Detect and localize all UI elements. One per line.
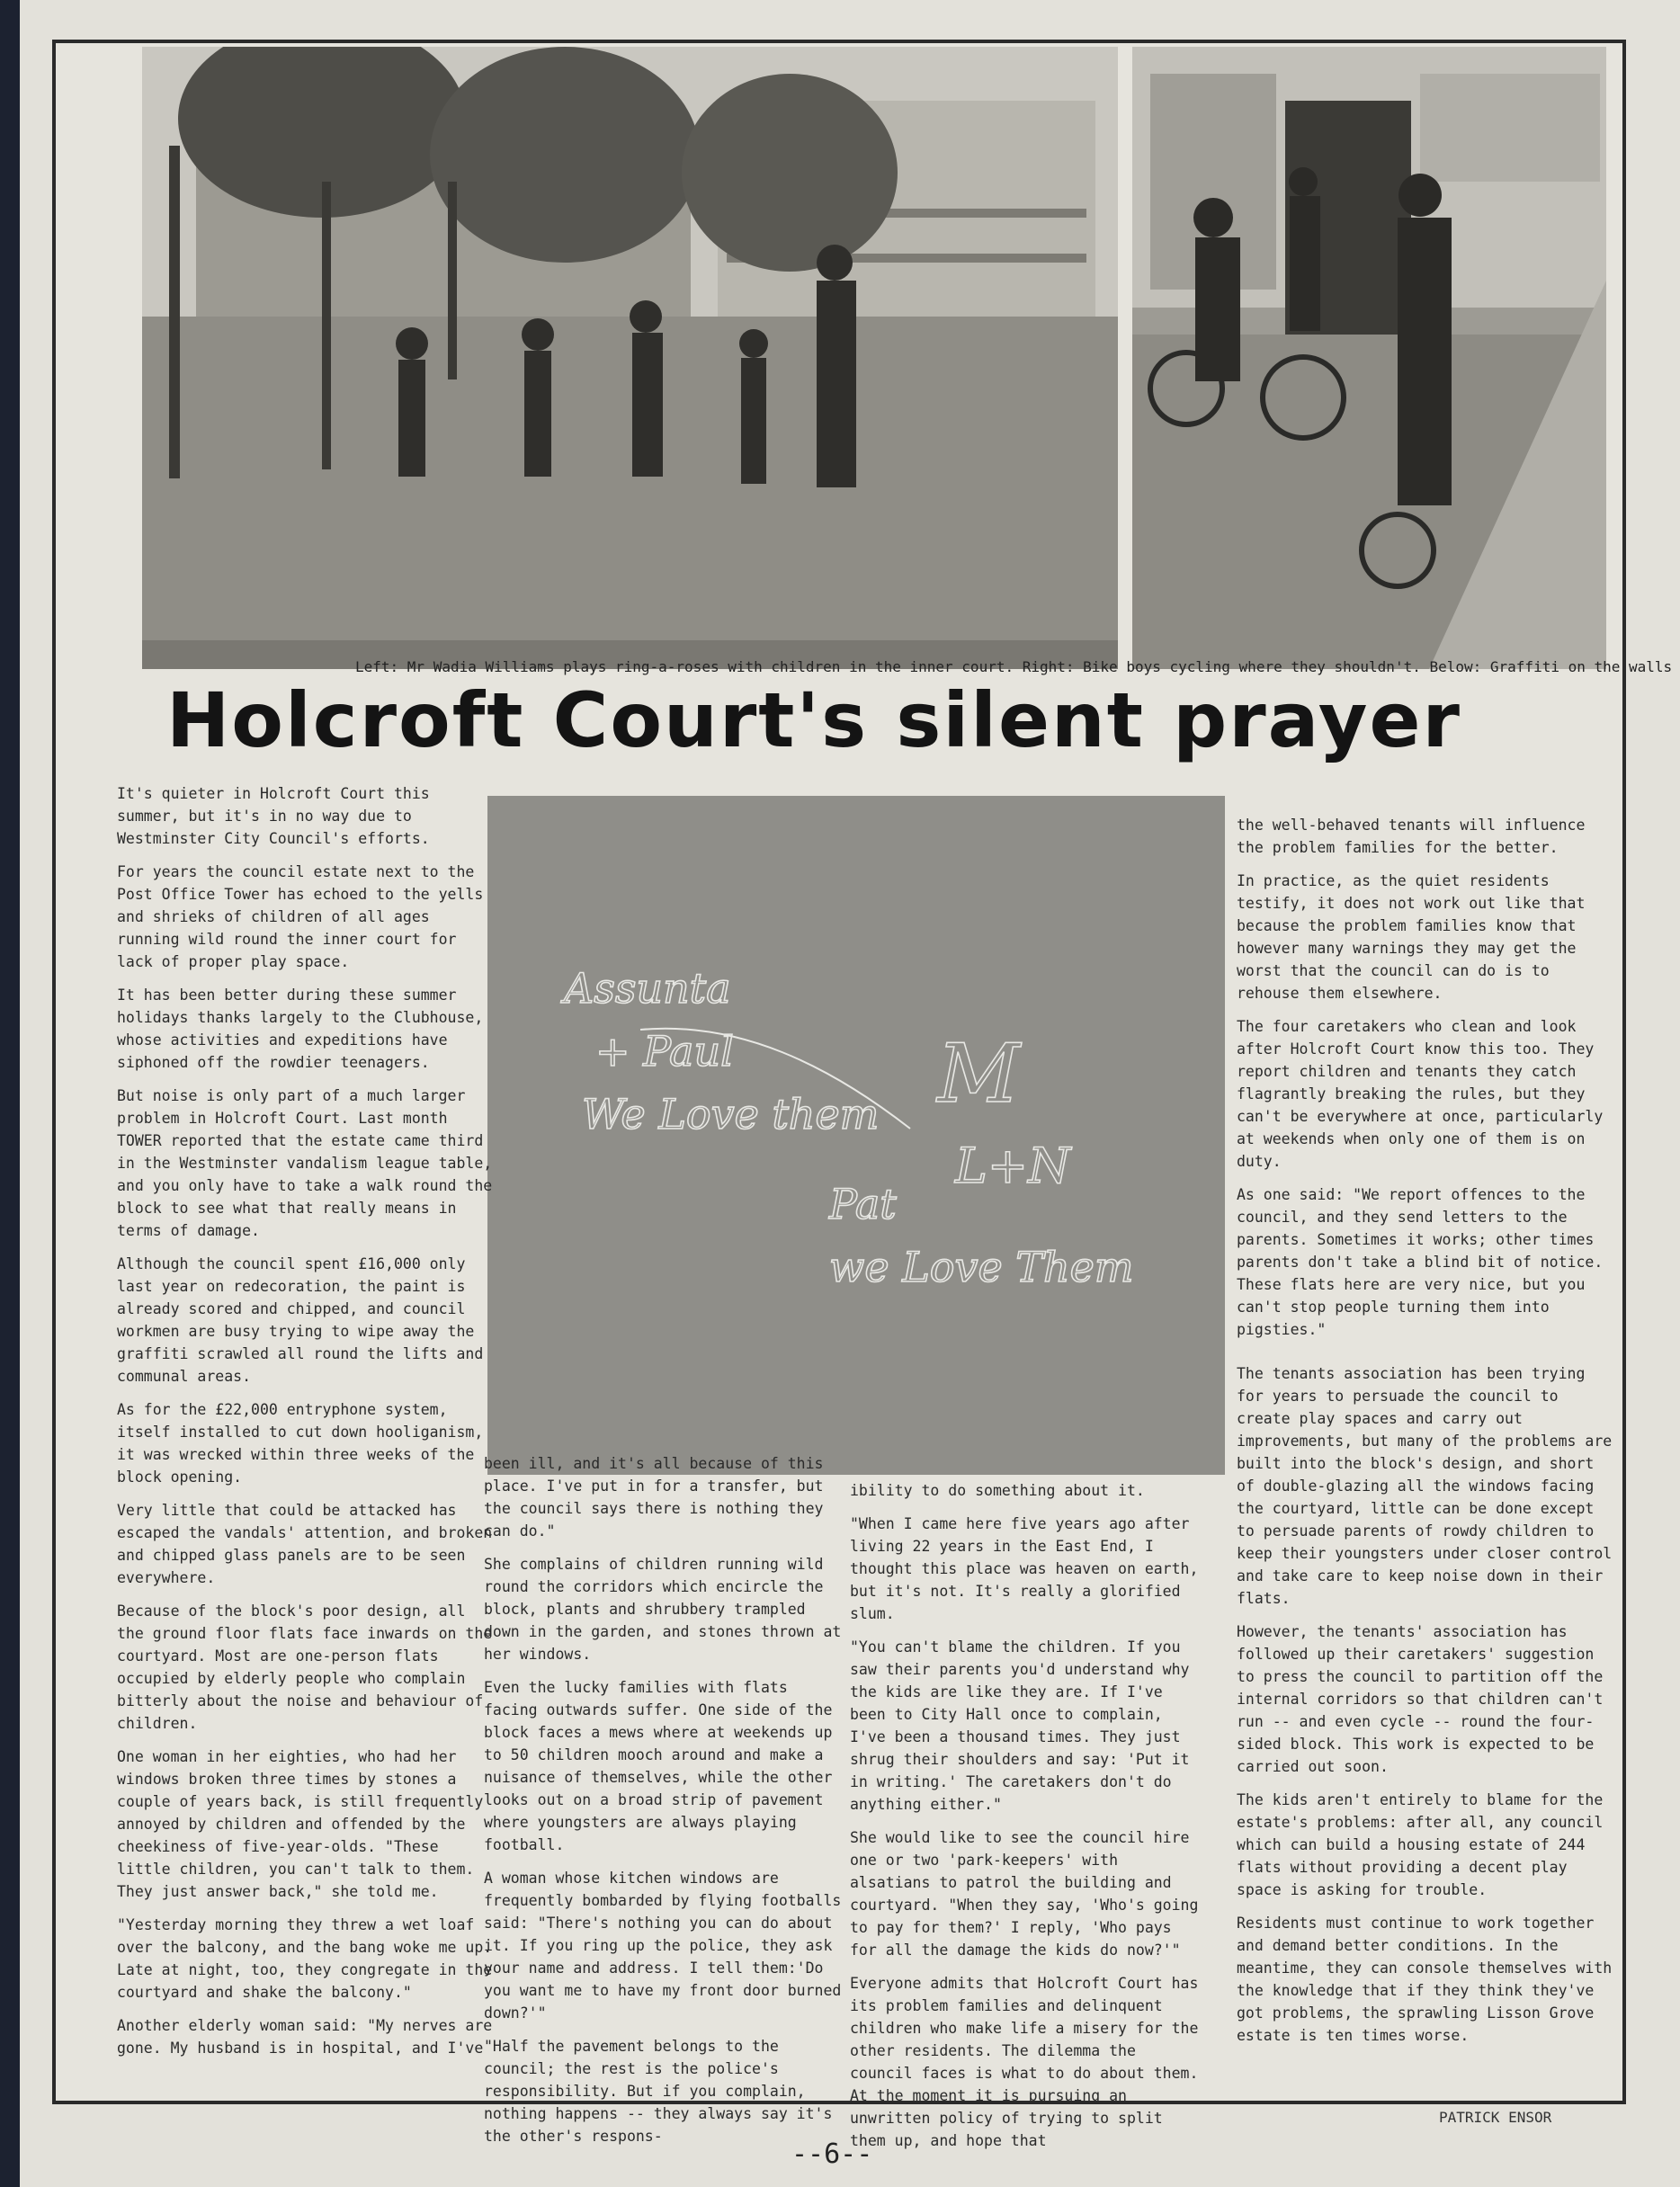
paragraph: Everyone admits that Holcroft Court has its problem families and delinquent children who make life a misery for the other residents. The dilemma the council faces is what to do about them. At the moment it is pursuing an unwritten policy of trying to split them up, and hope that (850, 1975, 1199, 2149)
paragraph: Very little that could be attacked has escaped the vandals' attention, and broken and chipped glass panels are to be seen everywhere. (117, 1502, 493, 1586)
paragraph: "Half the pavement belongs to the council; the rest is the police's responsibility. But if you complain, nothing happens -- they always say it's the other's respons- (484, 2038, 833, 2145)
paragraph: As one said: "We report offences to the council, and they send letters to the parents. Sometimes it works; other times parents don't take a blind bit of notice. These flats here are very nice, but you can't stop people turning them into pigsties." (1237, 1186, 1604, 1338)
article-column-2 (484, 1452, 848, 2158)
paragraph: The four caretakers who clean and look after Holcroft Court know this too. They report children and tenants they catch flagrantly breaking the rules, but they can't be everywhere at once, particularly at weekends when only one of them is on duty. (1237, 1018, 1604, 1170)
article-column-4-lower (1237, 1362, 1614, 2058)
paragraph: It's quieter in Holcroft Court this summer, but it's in no way due to Westminster City Council's efforts. (117, 785, 430, 847)
paragraph: been ill, and it's all because of this place. I've put in for a transfer, but the council says there is nothing they can do." (484, 1455, 824, 1540)
paragraph: "When I came here five years ago after living 22 years in the East End, I thought this place was heaven on earth, but it's not. It's really a glorified slum. (850, 1515, 1199, 1622)
page-number: --6-- (791, 2138, 873, 2170)
paragraph: A woman whose kitchen windows are frequently bombarded by flying footballs said: "There's nothing you can do about it. If you ring up the police, they ask your name and address. I tell them:'Do you want me to have my front door burned down?'" (484, 1870, 842, 2022)
article-column-4 (1237, 814, 1614, 1352)
graffiti-text-assunta: Assunta (564, 964, 731, 1013)
graffiti-text-ln: L+N (955, 1138, 1071, 1194)
photo-bike-boys (1132, 47, 1606, 669)
paragraph: She complains of children running wild round the corridors which encircle the block, plants and shrubbery trampled down in the garden, and stones thrown at her windows. (484, 1556, 842, 1663)
paragraph: However, the tenants' association has followed up their caretakers' suggestion to press the council to partition off the internal corridors so that children can't run -- and even cycle -- round the four-sided block. This work is expected to be carried out soon. (1237, 1623, 1604, 1775)
article-column-1 (117, 782, 495, 2070)
graffiti-text-m: M (937, 1027, 1021, 1121)
photo-ring-a-roses (142, 47, 1118, 669)
paragraph: As for the £22,000 entryphone system, itself installed to cut down hooliganism, it was wrecked within three weeks of the block opening. (117, 1401, 484, 1486)
paragraph: For years the council estate next to the Post Office Tower has echoed to the yells and shrieks of children of all ages running wild round the inner court for lack of proper play space. (117, 863, 484, 970)
photo-graffiti-wall (487, 796, 1225, 1475)
paragraph: In practice, as the quiet residents testify, it does not work out like that because the problem families know that however many warnings they may get the worst that the council can do is to rehouse them elsewhere. (1237, 872, 1586, 1002)
paragraph: "Yesterday morning they threw a wet loaf over the balcony, and the bang woke me up. Late at night, too, they congregate in the courtyard and shake the balcony." (117, 1916, 493, 2001)
graffiti-text-love-them: We Love them (582, 1090, 880, 1138)
paragraph: But noise is only part of a much larger problem in Holcroft Court. Last month TOWER reported that the estate came third in the Westminster vandalism league table, and you only have to take a walk round the block to see what that really means in terms of damage. (117, 1087, 493, 1239)
paragraph: Although the council spent £16,000 only last year on redecoration, the paint is already scored and chipped, and council workmen are busy trying to wipe away the graffiti scrawled all round the lifts and communal areas. (117, 1255, 484, 1385)
paragraph: "You can't blame the children. If you saw their parents you'd understand why the kids are like they are. If I've been to City Hall once to complain, I've been a thousand times. They just shrug their shoulders and say: 'Put it in writing.' The caretakers don't do anything either." (850, 1638, 1190, 1813)
paragraph: ibility to do something about it. (850, 1482, 1145, 1499)
paragraph: The tenants association has been trying for years to persuade the council to create play spaces and carry out improvements, but many of the problems are built into the block's design, and short of double-glazing all the windows facing the courtyard, little can be done except to persuade parents of rowdy children to keep their youngsters under closer control and take care to keep noise down in their flats. (1237, 1365, 1613, 1607)
article-column-3 (850, 1479, 1205, 2163)
paragraph: She would like to see the council hire one or two 'park-keepers' with alsatians to patrol the building and courtyard. "When they say, 'Who's going to pay for them?' I reply, 'Who pays for all the damage the kids do now?'" (850, 1829, 1199, 1959)
photo-caption: Left: Mr Wadia Williams plays ring-a-roses with children in the inner court. Right: Bike boys cycling where they shouldn't. Below: Graffiti on the walls (355, 658, 1673, 675)
paragraph: One woman in her eighties, who had her windows broken three times by stones a couple of years back, is still frequently annoyed by children and offended by the cheekiness of five-year-olds. "These little children, you can't talk to them. They just answer back," she told me. (117, 1748, 484, 1900)
paragraph: The kids aren't entirely to blame for the estate's problems: after all, any council which can build a housing estate of 244 flats without providing a decent play space is asking for trouble. (1237, 1791, 1604, 1898)
headline: Holcroft Court's silent prayer (166, 676, 1461, 764)
paragraph: Because of the block's poor design, all the ground floor flats face inwards on the courtyard. Most are one-person flats occupied by elderly people who complain bitterly about the noise and behaviour of children. (117, 1602, 493, 1732)
graffiti-text-paul: + Paul (595, 1027, 734, 1076)
paragraph: It has been better during these summer holidays thanks largely to the Clubhouse, whose activities and expeditions have siphoned off the rowdier teenagers. (117, 986, 484, 1071)
paragraph: Residents must continue to work together and demand better conditions. In the meantime, they can console themselves with the knowledge that if they think they've got problems, the sprawling Lisson Grove estate is ten times worse. (1237, 1915, 1613, 2044)
byline: PATRICK ENSOR (1439, 2109, 1552, 2126)
paragraph: Another elderly woman said: "My nerves are gone. My husband is in hospital, and I've (117, 2017, 493, 2057)
paragraph: the well-behaved tenants will influence the problem families for the better. (1237, 817, 1586, 856)
paragraph: Even the lucky families with flats facing outwards suffer. One side of the block faces a mews where at weekends up to 50 children mooch around and make a nuisance of themselves, while the other looks out on a broad strip of pavement where youngsters are always playing football. (484, 1679, 833, 1853)
graffiti-text-pat: Pat (829, 1180, 897, 1228)
graffiti-text-love-them-2: we Love Them (829, 1243, 1134, 1291)
